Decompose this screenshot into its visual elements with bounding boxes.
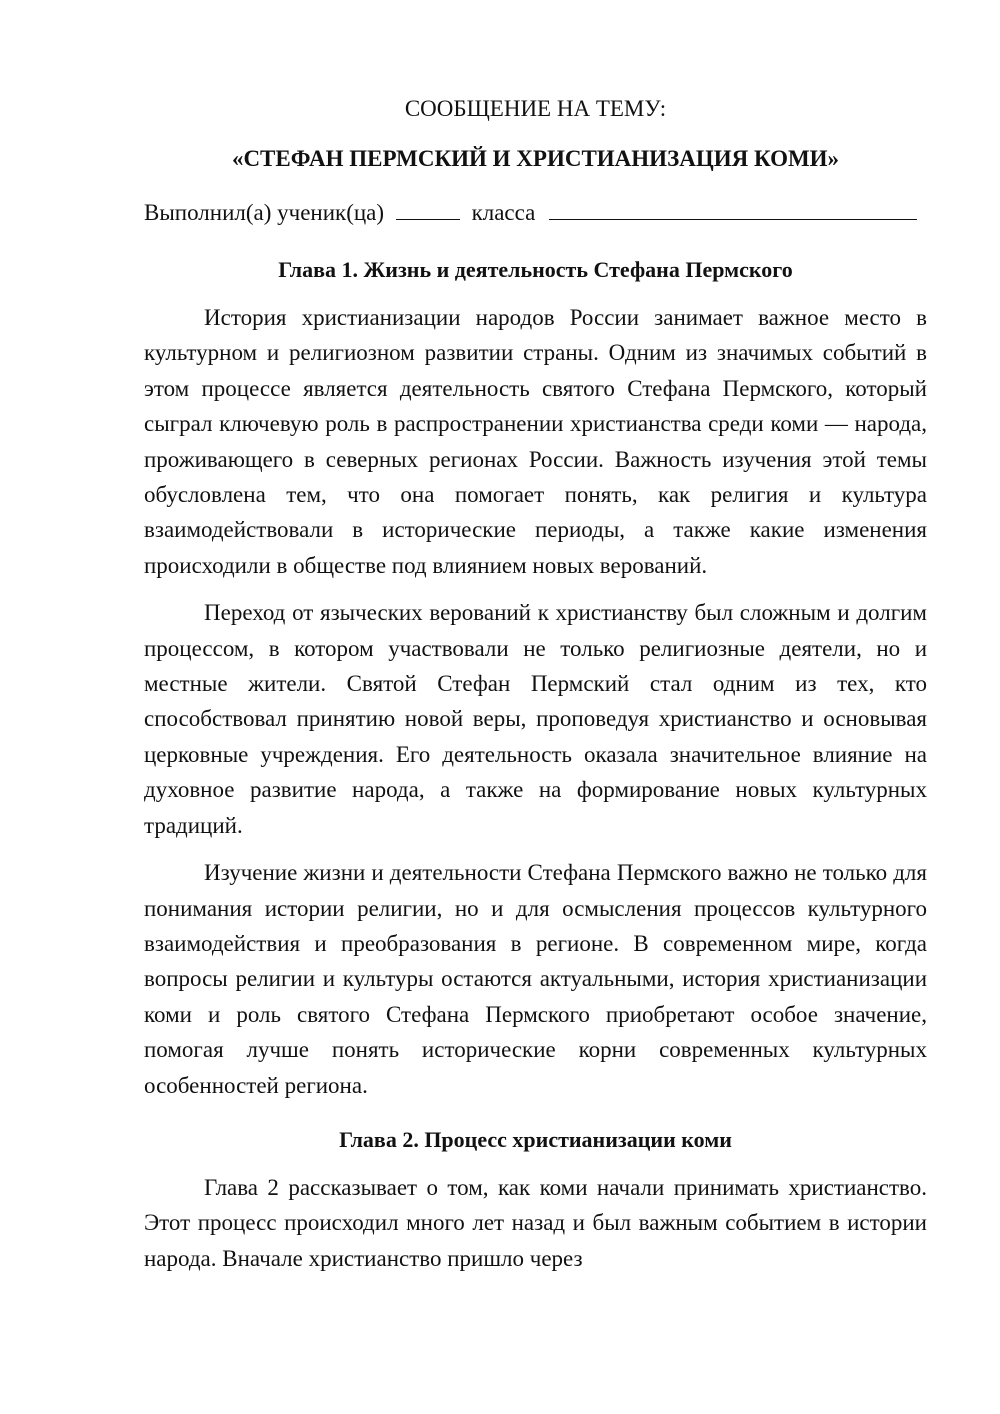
class-number-blank xyxy=(396,197,460,220)
chapter-1-paragraph: Изучение жизни и деятельности Стефана Пермского важно не только для понимания истории религии, но и для осмысления процессов культурного взаимодействия и преобразования в регионе. В современном мире, когда вопросы религии и культуры остаются актуальными, история христианизации коми и роль святого Стефана Пермского приобретают особое значение, помогая лучше понять исторические корни современных культурных особенностей региона. xyxy=(144,860,927,1098)
document-page xyxy=(144,86,927,1276)
chapter-1-paragraph: Переход от языческих верований к христианству был сложным и долгим процессом, в котором участвовали не только религиозные деятели, но и местные жители. Святой Стефан Пермский стал одним из тех, кто способствовал принятию новой веры, проповедуя христианство и основывая церковные учреждения. Его деятельность оказала значительное влияние на духовное развитие народа, а также на формирование новых культурных традиций. xyxy=(144,600,927,838)
author-line xyxy=(144,196,927,230)
author-name-blank xyxy=(549,197,917,220)
chapter-1-heading: Глава 1. Жизнь и деятельность Стефана Пермского xyxy=(278,257,793,282)
class-label: класса xyxy=(471,200,536,225)
author-prefix: Выполнил(а) ученик(ца) xyxy=(144,200,385,225)
chapter-2-heading: Глава 2. Процесс христианизации коми xyxy=(339,1126,732,1152)
document-subtitle: «СТЕФАН ПЕРМСКИЙ И ХРИСТИАНИЗАЦИЯ КОМИ» xyxy=(231,146,840,171)
document-title: СООБЩЕНИЕ НА ТЕМУ: xyxy=(404,96,667,121)
chapter-2-paragraph: Глава 2 рассказывает о том, как коми начали принимать христианство. Этот процесс происходил много лет назад и был важным событием в истории народа. Вначале христианство пришло через xyxy=(144,1174,927,1271)
chapter-1-paragraph: История христианизации народов России занимает важное место в культурном и религиозном развитии страны. Одним из значимых событий в этом процессе является деятельность святого Стефана Пермского, который сыграл ключевую роль в распространении христианства среди коми — народа, проживающего в северных регионах России. Важность изучения этой темы обусловлена тем, что она помогает понять, как религия и культура взаимодействовали в исторические периоды, а также какие изменения происходили в обществе под влиянием новых верований. xyxy=(144,305,927,578)
